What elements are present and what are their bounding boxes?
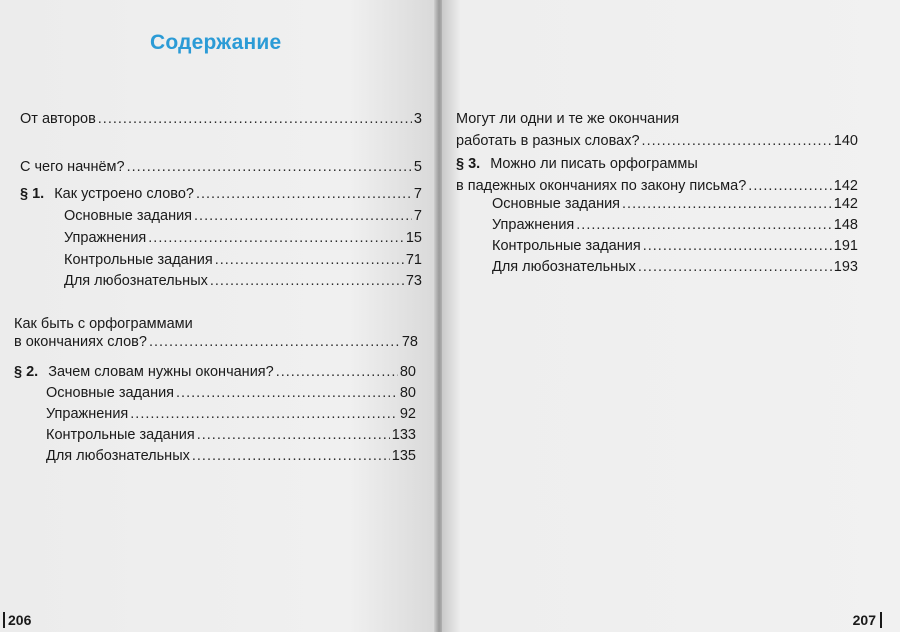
page-number: 207 [852, 612, 876, 628]
toc-label: в окончаниях слов? [14, 334, 147, 350]
page-number-left [3, 612, 31, 628]
toc-page: 15 [405, 230, 422, 246]
toc-page: 142 [833, 196, 858, 212]
toc-entry-exercises [64, 229, 422, 247]
toc-entry-main-tasks-2 [46, 384, 416, 402]
toc-entry-curious [64, 272, 422, 290]
section-number: § 3. [456, 156, 481, 172]
toc-entry-control-tasks-3 [492, 237, 858, 255]
toc-label: Зачем словам нужны окончания? [48, 364, 274, 380]
toc-entry-orthograms [14, 315, 418, 351]
toc-page: 135 [391, 448, 416, 464]
toc-label: Как устроено слово? [54, 186, 194, 202]
toc-entry-curious-3 [492, 258, 858, 276]
toc-page: 133 [391, 427, 416, 443]
toc-label: Упражнения [46, 406, 129, 422]
toc-label: Для любознательных [492, 259, 636, 275]
toc-label: Основные задания [46, 385, 175, 401]
toc-page: 71 [405, 252, 422, 268]
left-page [0, 0, 436, 632]
toc-page: 80 [399, 385, 416, 401]
toc-page: 193 [833, 259, 858, 275]
toc-label: Для любознательных [64, 273, 208, 289]
toc-page: 142 [833, 178, 858, 194]
toc-entry-section-1 [20, 185, 422, 203]
toc-label: Контрольные задания [64, 252, 213, 268]
toc-entry-control-tasks [64, 251, 422, 269]
toc-page: 92 [399, 406, 416, 422]
toc-label: работать в разных словах? [456, 133, 640, 149]
toc-entry-exercises-2 [46, 405, 416, 423]
toc-page: 191 [833, 238, 858, 254]
toc-label: Контрольные задания [46, 427, 195, 443]
toc-label: Упражнения [492, 217, 575, 233]
toc-entry-control-tasks-2 [46, 426, 416, 444]
toc-entry-same-endings [456, 110, 858, 150]
toc-page: 5 [413, 159, 422, 175]
page-title: Содержание [150, 31, 282, 54]
toc-page: 78 [401, 334, 418, 350]
toc-entry-main-tasks-3 [492, 195, 858, 213]
toc-label: С чего начнём? [20, 159, 125, 175]
toc-label: Упражнения [64, 230, 147, 246]
right-page [442, 0, 900, 632]
toc-label: Контрольные задания [492, 238, 641, 254]
page-number: 206 [8, 612, 32, 628]
toc-entry-authors [20, 110, 422, 128]
toc-label: Основные задания [492, 196, 621, 212]
toc-label: в падежных окончаниях по закону письма? [456, 178, 747, 194]
toc-page: 73 [405, 273, 422, 289]
toc-page: 3 [413, 111, 422, 127]
toc-label-line1: Могут ли одни и те же окончания [456, 111, 680, 127]
toc-entry-section-2 [14, 363, 416, 381]
toc-page: 140 [833, 133, 858, 149]
toc-entry-main-tasks [64, 207, 422, 225]
toc-entry-start [20, 158, 422, 176]
toc-label-line1: Можно ли писать орфограммы [490, 156, 698, 172]
toc-label-line1: Как быть с орфограммами [14, 316, 193, 332]
toc-entry-section-3 [456, 155, 858, 195]
section-number: § 2. [14, 364, 39, 380]
toc-page: 148 [833, 217, 858, 233]
toc-entry-curious-2 [46, 447, 416, 465]
page-number-right [853, 612, 882, 628]
toc-page: 7 [413, 208, 422, 224]
section-number: § 1. [20, 186, 45, 202]
toc-page: 80 [399, 364, 416, 380]
toc-entry-exercises-3 [492, 216, 858, 234]
toc-label: От авторов [20, 111, 96, 127]
toc-label: Основные задания [64, 208, 193, 224]
toc-page: 7 [413, 186, 422, 202]
toc-label: Для любознательных [46, 448, 190, 464]
